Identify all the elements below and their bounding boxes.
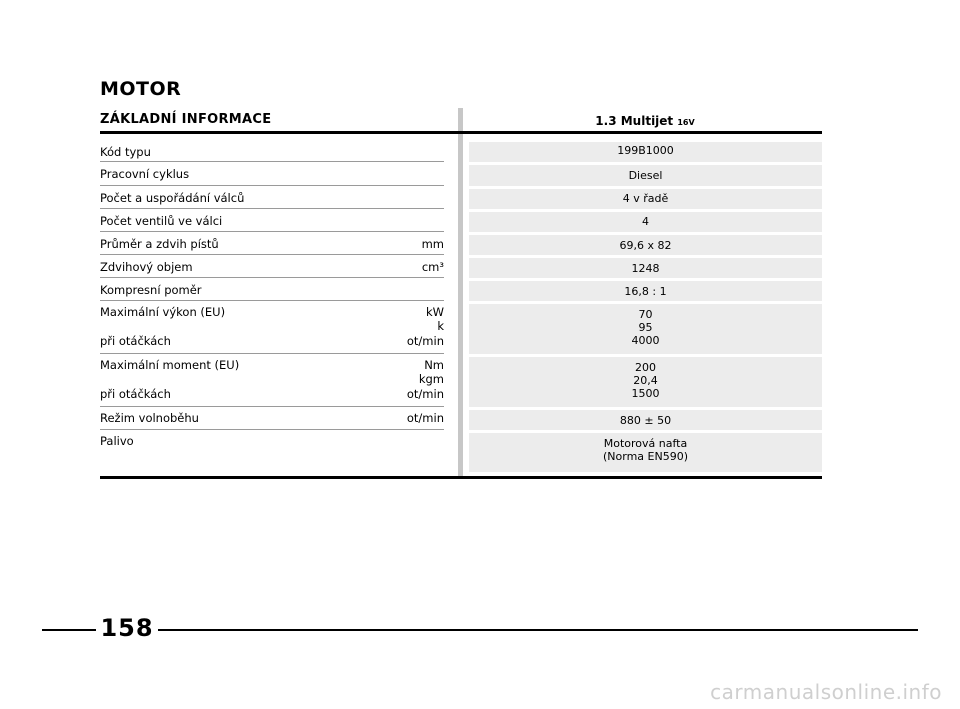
subsection-heading: ZÁKLADNÍ INFORMACE bbox=[100, 112, 272, 127]
page-footer-rule-left bbox=[42, 629, 96, 631]
spec-value-cell bbox=[469, 357, 822, 407]
spec-value-cell bbox=[469, 410, 822, 430]
spec-value-cell bbox=[469, 235, 822, 255]
spec-label: Kód typu bbox=[100, 145, 151, 159]
engine-name: 1.3 Multijet bbox=[595, 114, 674, 128]
spec-value-cell bbox=[469, 281, 822, 301]
spec-label: při otáčkách bbox=[100, 387, 171, 401]
spec-value-cell bbox=[469, 433, 822, 472]
engine-suffix: 16V bbox=[677, 118, 695, 127]
spec-value: 880 ± 50 bbox=[619, 414, 672, 427]
spec-value: Diesel bbox=[628, 169, 663, 182]
spec-row bbox=[100, 139, 822, 162]
spec-value: (Norma EN590) bbox=[603, 450, 688, 463]
engine-column-header bbox=[470, 114, 820, 128]
spec-row bbox=[100, 255, 822, 278]
spec-unit: Nm bbox=[424, 358, 444, 372]
spec-value: 20,4 bbox=[633, 374, 658, 387]
spec-row bbox=[100, 301, 822, 354]
spec-label: Kompresní poměr bbox=[100, 283, 202, 297]
spec-unit: k bbox=[437, 319, 444, 333]
spec-value: 199B1000 bbox=[617, 144, 674, 157]
spec-unit: ot/min bbox=[406, 334, 444, 348]
page-number: 158 bbox=[100, 614, 154, 642]
spec-value: 16,8 : 1 bbox=[624, 285, 667, 298]
spec-unit: ot/min bbox=[406, 411, 444, 425]
spec-row bbox=[100, 278, 822, 301]
page-footer-rule-right bbox=[158, 629, 918, 631]
spec-unit: ot/min bbox=[406, 387, 444, 401]
spec-value-cell bbox=[469, 258, 822, 278]
spec-row bbox=[100, 162, 822, 186]
spec-value-cell bbox=[469, 142, 822, 162]
spec-label: Maximální výkon (EU) bbox=[100, 305, 226, 319]
section-heading: MOTOR bbox=[100, 78, 182, 100]
spec-label: Počet a uspořádání válců bbox=[100, 191, 245, 205]
watermark: carmanualsonline.info bbox=[710, 680, 942, 704]
spec-value-cell bbox=[469, 212, 822, 232]
spec-row bbox=[100, 209, 822, 232]
spec-value-cell bbox=[469, 189, 822, 209]
spec-row bbox=[100, 407, 822, 430]
spec-value: 70 bbox=[638, 308, 653, 321]
spec-value: 95 bbox=[638, 321, 653, 334]
spec-label: Počet ventilů ve válci bbox=[100, 214, 223, 228]
spec-value: 4 v řadě bbox=[622, 192, 669, 205]
spec-label: Režim volnoběhu bbox=[100, 411, 199, 425]
spec-value-cell bbox=[469, 304, 822, 354]
spec-value: Motorová nafta bbox=[603, 437, 688, 450]
spec-label: Pracovní cyklus bbox=[100, 167, 190, 181]
spec-label: Průměr a zdvih pístů bbox=[100, 237, 219, 251]
spec-row bbox=[100, 232, 822, 255]
spec-value-cell bbox=[469, 165, 822, 186]
spec-value: 1500 bbox=[631, 387, 660, 400]
spec-unit: mm bbox=[421, 237, 444, 251]
spec-value: 1248 bbox=[631, 262, 660, 275]
spec-row bbox=[100, 354, 822, 407]
spec-value: 4 bbox=[642, 215, 649, 228]
spec-row bbox=[100, 430, 822, 472]
spec-value: 4000 bbox=[631, 334, 660, 347]
spec-unit: cm³ bbox=[421, 260, 444, 274]
table-bottom-rule bbox=[100, 476, 822, 479]
spec-value: 200 bbox=[635, 361, 656, 374]
spec-row bbox=[100, 186, 822, 209]
spec-label: při otáčkách bbox=[100, 334, 171, 348]
spec-label: Zdvihový objem bbox=[100, 260, 193, 274]
spec-value: 69,6 x 82 bbox=[619, 239, 672, 252]
spec-unit: kgm bbox=[418, 372, 444, 386]
spec-label: Palivo bbox=[100, 434, 134, 448]
spec-unit: kW bbox=[425, 305, 444, 319]
table-top-rule bbox=[100, 131, 822, 134]
spec-label: Maximální moment (EU) bbox=[100, 358, 240, 372]
